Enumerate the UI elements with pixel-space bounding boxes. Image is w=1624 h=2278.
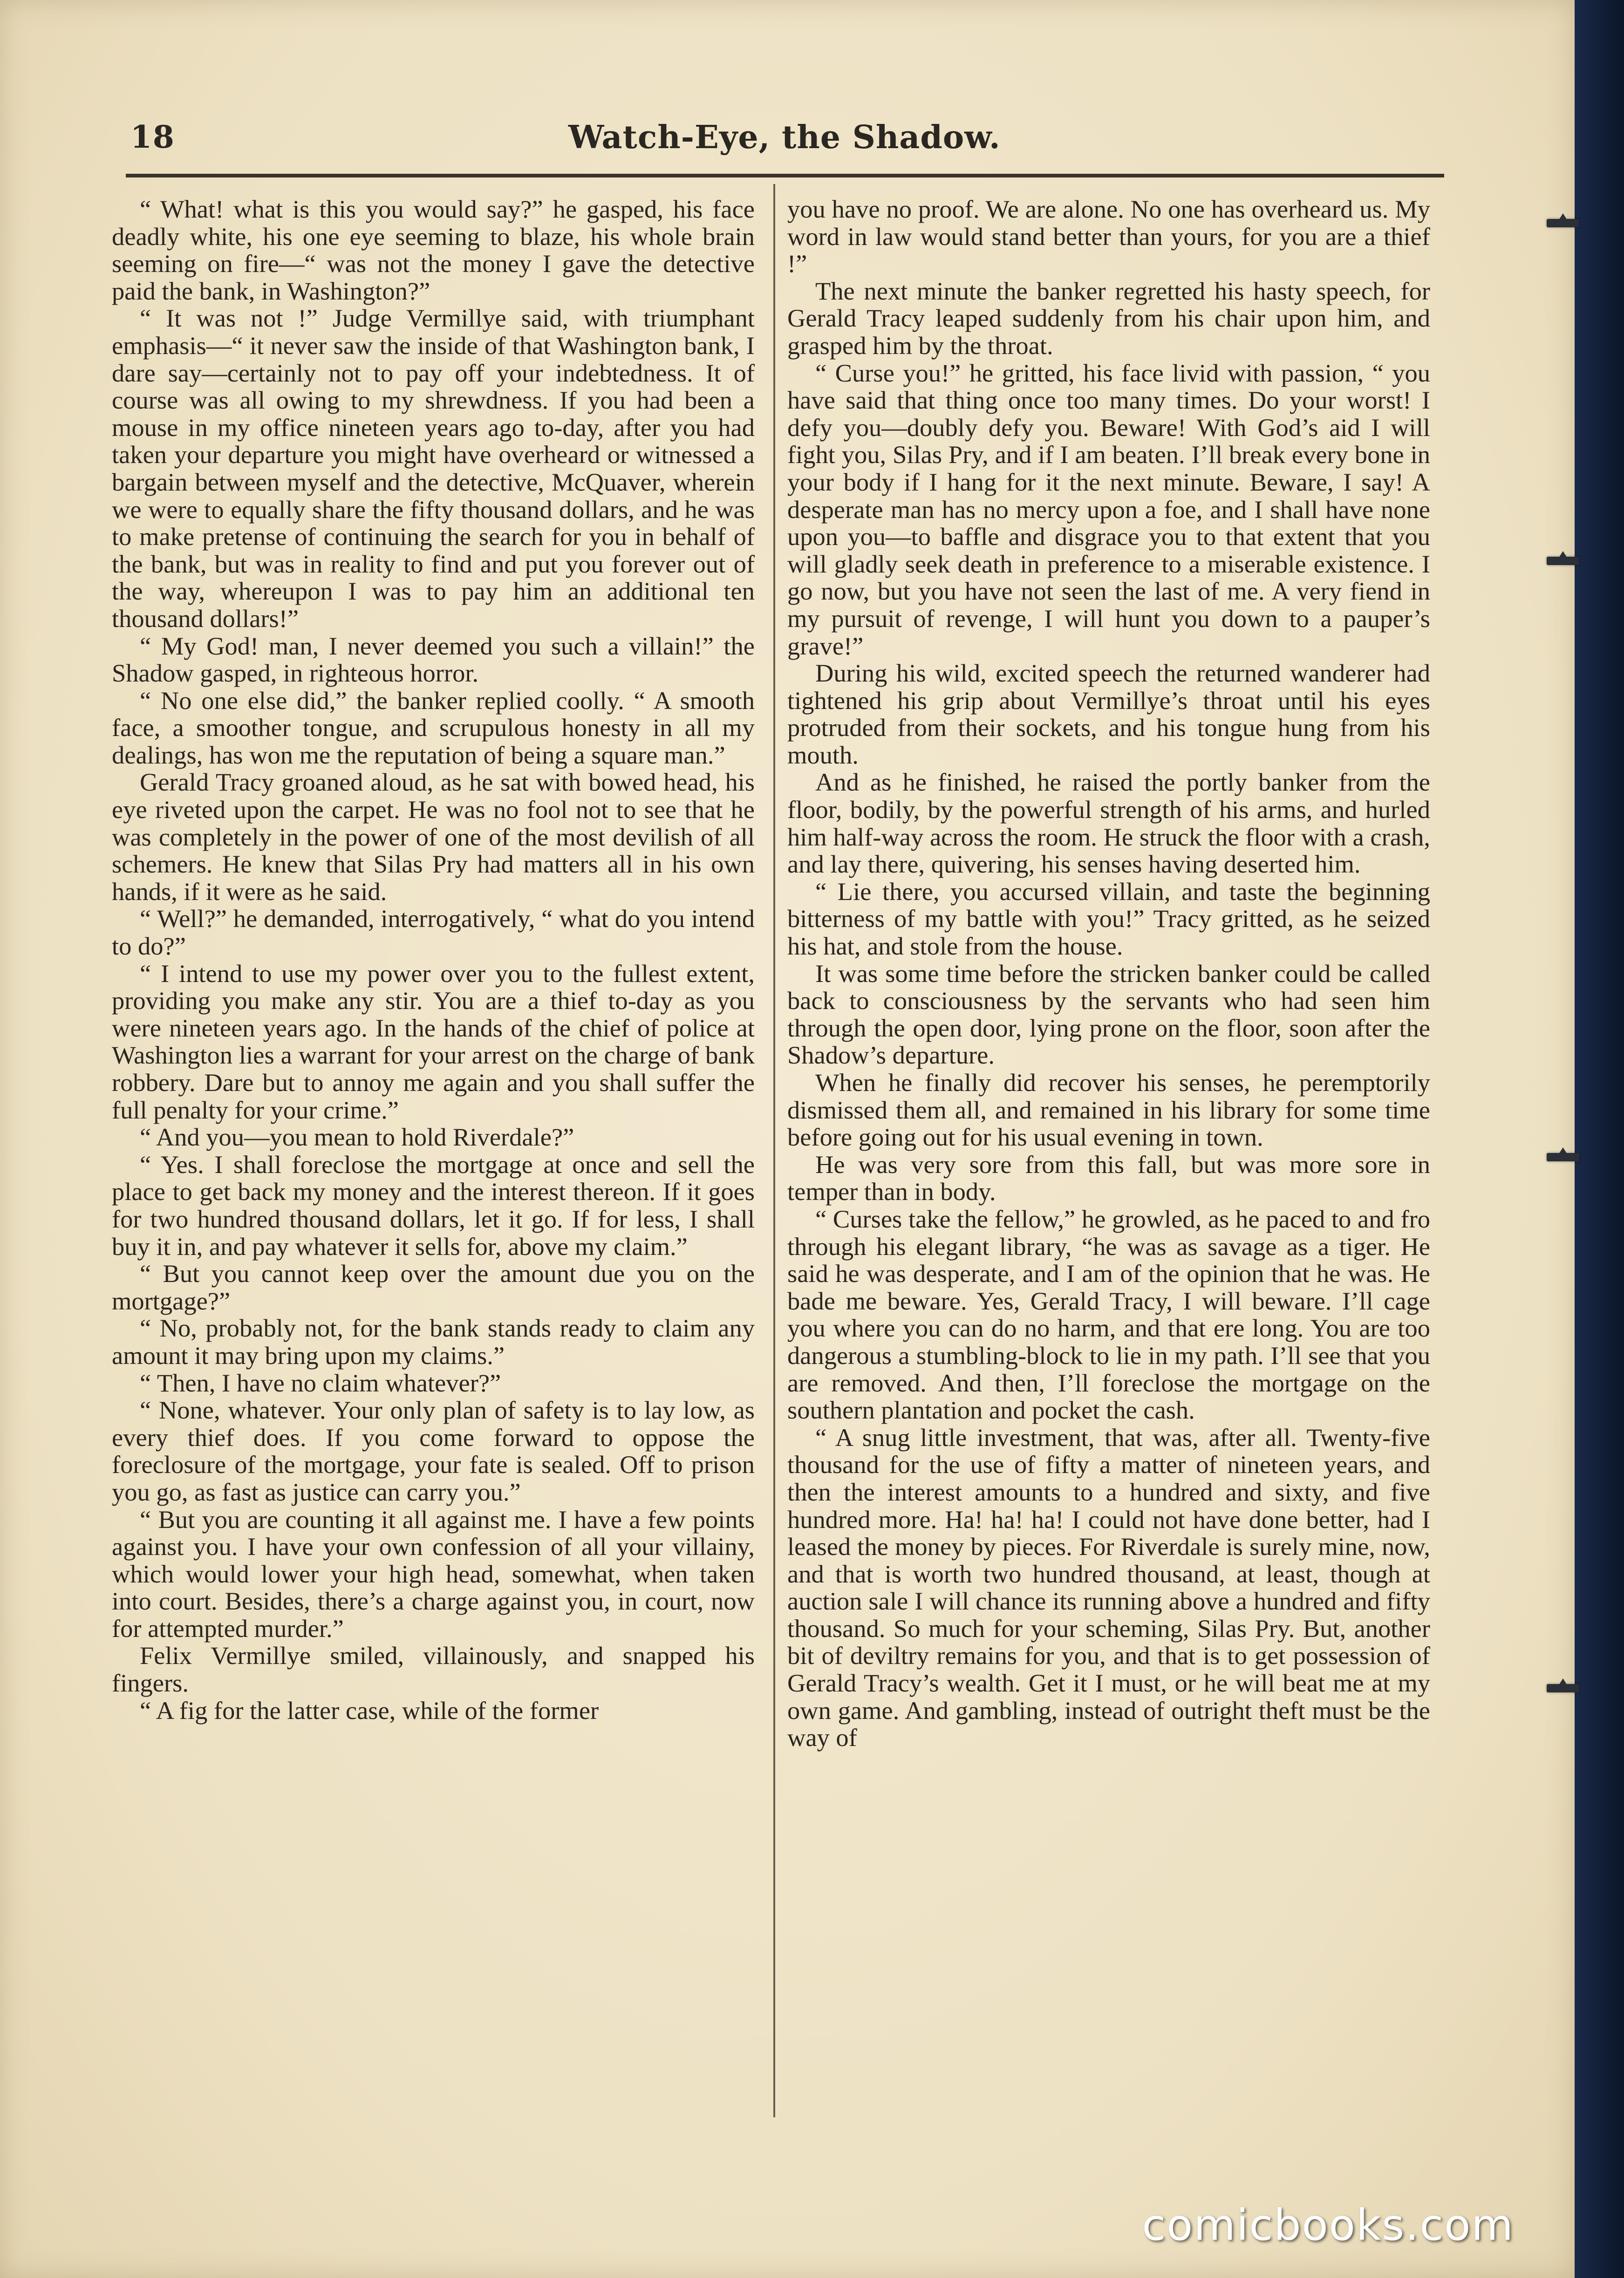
paragraph: He was very sore from this fall, but was more sore in temper than in body. [787, 1150, 1430, 1206]
paragraph: The next minute the banker regretted his hasty speech, for Gerald Tracy leaped suddenly from his chair upon him, and grasped him by the throat. [787, 276, 1430, 360]
paragraph: “ But you cannot keep over the amount due you on the mortgage?” [112, 1259, 755, 1315]
header-rule [126, 174, 1444, 177]
staple-3 [1547, 1153, 1579, 1161]
paragraph: “ Then, I have no claim whatever?” [140, 1368, 501, 1397]
paragraph: During his wild, excited speech the returned wanderer had tightened his grip about Vermillye’s throat until his eyes protruded from their sockets, and his tongue hung from his mouth. [787, 659, 1430, 769]
staple-2 [1547, 557, 1579, 565]
staple-4 [1547, 1684, 1579, 1692]
paragraph: “ No, probably not, for the bank stands ready to claim any amount it may bring upon my claims.” [112, 1314, 755, 1370]
paragraph: you have no proof. We are alone. No one has overheard us. My word in law would stand better than yours, for you are a thief !” [787, 196, 1430, 278]
paragraph: “ My God! man, I never deemed you such a villain!” the Shadow gasped, in righteous horror. [112, 631, 755, 688]
paragraph: And as he finished, he raised the portly banker from the floor, bodily, by the powerful strength of his arms, and hurled him half-way across the room. He struck the floor with a crash, and lay there, quivering, his senses having deserted him. [787, 768, 1430, 879]
paragraph: It was some time before the stricken banker could be called back to consciousness by the servants who had seen him through the open door, lying prone on the floor, soon after the Shadow’s departure. [787, 959, 1430, 1070]
paragraph: “ Curse you!” he gritted, his face livid with passion, “ you have said that thing once too many times. Do your worst! I defy you—doubly defy you. Beware! With God’s aid I will fight you, Silas Pry, and if I am beaten. I’ll break every bone in your body if I hang for it the next minute. Beware, I say! A desperate man has no mercy upon a foe, and I shall have none upon you—to baffle and disgrace you to that extent that you will gladly seek death in preference to a miserable existence. I go now, but you have not seen the last of me. A very fiend in my pursuit of revenge, I will hunt you down to a pauper’s grave!” [787, 358, 1430, 660]
paragraph: “ Well?” he demanded, interrogatively, “ what do you intend to do?” [112, 904, 755, 961]
column-rule [773, 184, 775, 2117]
paragraph: “ Curses take the fellow,” he growled, as he paced to and fro through his elegant library, “he was as savage as a tiger. He said he was desperate, and I am of the opinion that he was. He bade me beware. Yes, Gerald Tracy, I will beware. I’ll cage you where you can do no harm, and that ere long. You are too dangerous a stumbling-block to lie in my path. I’ll see that you are removed. And then, I’ll foreclose the mortgage on the southern plantation and pocket the cash. [787, 1204, 1430, 1425]
right-column [787, 196, 1430, 2162]
paragraph: “ None, whatever. Your only plan of safety is to lay low, as every thief does. If you come forward to oppose the foreclosure of the mortgage, your fate is sealed. Off to prison you go, as fast as justice can carry you.” [112, 1396, 755, 1506]
running-title: Watch-Eye, the Shadow. [568, 119, 1001, 156]
paragraph: “ Lie there, you accursed villain, and taste the beginning bitterness of my battle with you!” Tracy gritted, as he seized his hat, and stole from the house. [787, 877, 1430, 961]
paragraph: “ A snug little investment, that was, after all. Twenty-five thousand for the use of fifty a matter of nineteen years, and then the interest amounts to a hundred and sixty, and five hundred more. Ha! ha! ha! I could not have done better, had I leased the money by pieces. For Riverdale is surely mine, now, and that is worth two hundred thousand, at least, though at auction sale I will chance its running above a hundred and fifty thousand. So much for your scheming, Silas Pry. But, another bit of deviltry remains for you, and that is to get possession of Gerald Tracy’s wealth. Get it I must, or he will beat me at my own game. And gambling, instead of outright theft must be the way of [787, 1423, 1430, 1752]
paragraph: “ But you are counting it all against me. I have a few points against you. I have your own confession of all your villainy, which would lower your high head, somewhat, when taken into court. Besides, there’s a charge against you, in court, now for attempted murder.” [112, 1505, 755, 1643]
paragraph: “ And you—you mean to hold Riverdale?” [140, 1123, 574, 1152]
staple-1 [1547, 219, 1579, 227]
binding-spine [1573, 0, 1624, 2278]
paragraph: “ No one else did,” the banker replied coolly. “ A smooth face, a smoother tongue, and scrupulous honesty in all my dealings, has won me the reputation of being a square man.” [112, 686, 755, 769]
left-column [112, 196, 755, 2162]
paragraph: “ What! what is this you would say?” he gasped, his face deadly white, his one eye seeming to blaze, his whole brain seeming on fire—“ was not the money I gave the detective paid the bank, in Washington?” [112, 196, 755, 305]
paragraph: “ Yes. I shall foreclose the mortgage at once and sell the place to get back my money and the interest thereon. If it goes for two hundred thousand dollars, let it go. If for less, I shall buy it in, and pay whatever it sells for, above my claim.” [112, 1150, 755, 1261]
paragraph: Gerald Tracy groaned aloud, as he sat with bowed head, his eye riveted upon the carpet. He was no fool not to see that he was completely in the power of one of the most devilish of all schemers. He knew that Silas Pry had matters all in his own hands, if it were as he said. [112, 768, 755, 906]
paragraph: “ A fig for the latter case, while of the former [140, 1696, 599, 1725]
page-number: 18 [130, 119, 175, 155]
paragraph: “ It was not !” Judge Vermillye said, with triumphant emphasis—“ it never saw the inside of that Washington bank, I dare say—certainly not to pay off your indebtedness. It of course was all owing to my shrewdness. If you had been a mouse in my office nineteen years ago to-day, after you had taken your departure you might have overheard or witnessed a bargain between myself and the detective, McQuaver, wherein we were to equally share the fifty thousand dollars, and he was to make pretense of continuing the search for you in behalf of the bank, but was in reality to find and put you forever out of the way, whereupon I was to pay him an additional ten thousand dollars!” [112, 304, 755, 633]
page-header [126, 119, 1444, 170]
paragraph: When he finally did recover his senses, he peremptorily dismissed them all, and remained in his library for some time before going out for his usual evening in town. [787, 1068, 1430, 1152]
paragraph: “ I intend to use my power over you to the fullest extent, providing you make any stir. You are a thief to-day as you were nineteen years ago. In the hands of the chief of police at Washington lies a warrant for your arrest on the charge of bank robbery. Dare but to annoy me again and you shall suffer the full penalty for your crime.” [112, 959, 755, 1124]
site-watermark: comicbooks.com [1142, 2200, 1514, 2250]
paragraph: Felix Vermillye smiled, villainously, and snapped his fingers. [112, 1641, 755, 1698]
